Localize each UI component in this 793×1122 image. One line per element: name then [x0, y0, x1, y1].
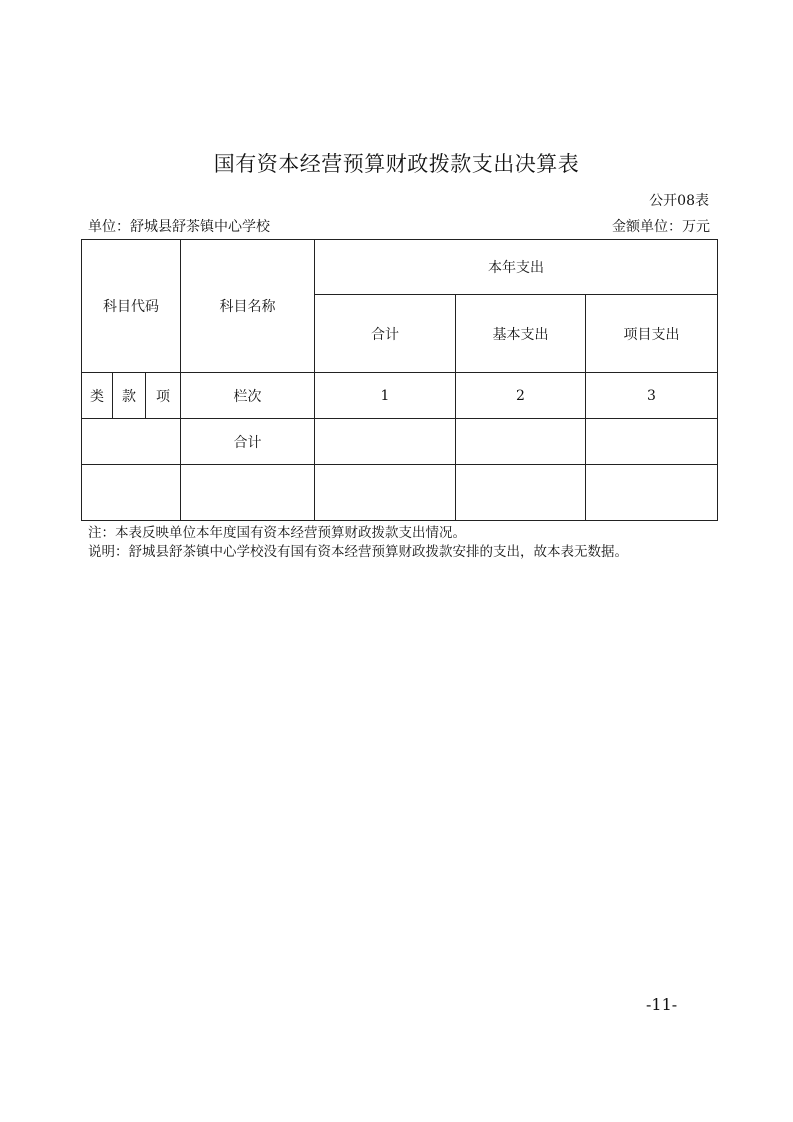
table-number: 公开08表 — [649, 193, 709, 209]
total-row-label: 合计 — [181, 419, 315, 465]
index-row — [82, 373, 718, 419]
empty-row-name — [181, 465, 315, 521]
header-row-1 — [82, 240, 718, 295]
total-row-project — [586, 419, 718, 465]
notes — [88, 524, 628, 562]
page-number: -11- — [646, 995, 678, 1014]
explanation-text: 说明：舒城县舒茶镇中心学校没有国有资本经营预算财政拨款安排的支出，故本表无数据。 — [88, 544, 628, 560]
total-row-code — [82, 419, 181, 465]
empty-row — [82, 465, 718, 521]
amount-unit-label: 金额单位：万元 — [612, 219, 710, 235]
total-header: 合计 — [315, 295, 456, 373]
note-text: 注：本表反映单位本年度国有资本经营预算财政拨款支出情况。 — [88, 525, 466, 541]
empty-row-code — [82, 465, 181, 521]
lanci-cell: 栏次 — [181, 373, 315, 419]
unit-label: 单位：舒城县舒茶镇中心学校 — [88, 219, 270, 235]
xiang-cell: 项 — [146, 373, 181, 419]
empty-row-basic — [456, 465, 586, 521]
project-expense-header: 项目支出 — [586, 295, 718, 373]
subject-code-header: 科目代码 — [82, 240, 181, 373]
kuan-cell: 款 — [113, 373, 146, 419]
subject-name-header: 科目名称 — [181, 240, 315, 373]
col3-cell: 3 — [586, 373, 718, 419]
total-row — [82, 419, 718, 465]
expense-table — [81, 239, 718, 521]
total-row-total — [315, 419, 456, 465]
col1-cell: 1 — [315, 373, 456, 419]
total-row-basic — [456, 419, 586, 465]
lei-cell: 类 — [82, 373, 113, 419]
empty-row-total — [315, 465, 456, 521]
page-title: 国有资本经营预算财政拨款支出决算表 — [213, 152, 580, 176]
basic-expense-header: 基本支出 — [456, 295, 586, 373]
col2-cell: 2 — [456, 373, 586, 419]
empty-row-project — [586, 465, 718, 521]
current-year-expense-header: 本年支出 — [315, 240, 718, 295]
